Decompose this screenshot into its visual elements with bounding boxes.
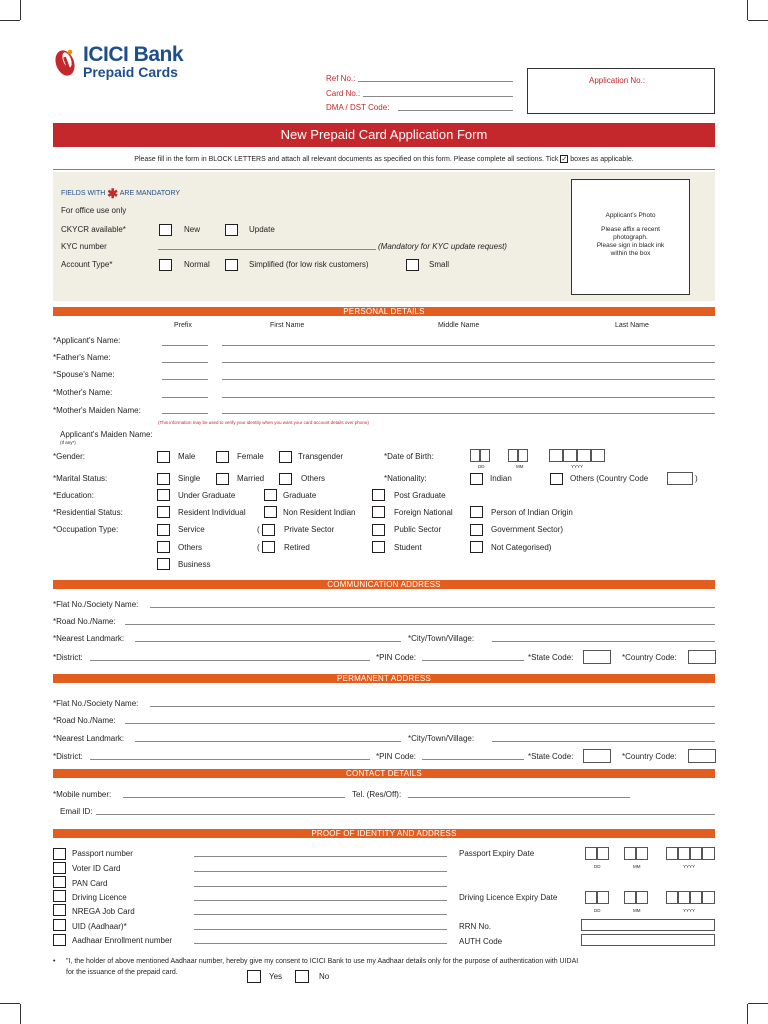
mandatory-pre: FIELDS WITH <box>61 190 106 197</box>
tel-input[interactable] <box>408 797 630 798</box>
applicant-name-label: *Applicant's Name: <box>53 336 121 345</box>
spouse-name-label: *Spouse's Name: <box>53 370 115 379</box>
crop-mark <box>20 0 21 20</box>
instruction-text: Please fill in the form in BLOCK LETTERS and attach all relevant documents as specified on this form. Please complete all sections. Tick <box>134 155 559 163</box>
permanent-address-header: PERMANENT ADDRESS <box>53 674 715 683</box>
nrega-label: NREGA Job Card <box>72 907 135 916</box>
comm-landmark-input[interactable] <box>135 641 401 642</box>
mobile-label: *Mobile number: <box>53 790 112 799</box>
maiden-name-label: Applicant's Maiden Name: <box>60 430 153 439</box>
crop-mark <box>0 1003 20 1004</box>
dl-label: Driving Licence <box>72 893 127 902</box>
photo-line: Please sign in black ink <box>596 242 665 249</box>
tick-icon: ✓ <box>561 156 568 163</box>
fn-label: Foreign National <box>394 508 453 517</box>
perm-city-label: *City/Town/Village: <box>408 734 475 743</box>
col-prefix: Prefix <box>174 322 192 329</box>
service-checkbox[interactable] <box>157 524 170 536</box>
card-label: Card No.: <box>326 89 361 98</box>
govt-label: Government Sector) <box>491 525 564 534</box>
aadhaar-enroll-checkbox[interactable] <box>53 934 66 946</box>
paren-open: ( <box>257 543 260 552</box>
passport-exp-box[interactable] <box>597 847 609 860</box>
pg-checkbox[interactable] <box>372 489 385 501</box>
auth-input[interactable] <box>581 934 715 946</box>
passport-exp-box[interactable] <box>636 847 648 860</box>
business-label: Business <box>178 560 211 569</box>
asterisk-icon: ✱ <box>107 186 119 201</box>
rrn-label: RRN No. <box>459 922 492 931</box>
comm-country-label: *Country Code: <box>622 653 677 662</box>
comm-district-label: *District: <box>53 653 83 662</box>
voter-checkbox[interactable] <box>53 862 66 874</box>
business-checkbox[interactable] <box>157 558 170 570</box>
email-label: Email ID: <box>60 807 93 816</box>
nationality-label: *Nationality: <box>384 474 427 483</box>
dl-exp-box[interactable] <box>636 891 648 904</box>
nri-label: Non Resident Indian <box>283 508 356 517</box>
email-input[interactable] <box>96 814 715 815</box>
dma-input[interactable] <box>398 110 513 111</box>
mother-maiden-prefix-input[interactable] <box>162 413 208 414</box>
dl-expiry-label: Driving Licence Expiry Date <box>459 893 558 902</box>
dob-box[interactable] <box>577 449 591 462</box>
others-country-checkbox[interactable] <box>550 473 563 485</box>
single-label: Single <box>178 474 201 483</box>
pg-label: Post Graduate <box>394 491 446 500</box>
dob-box[interactable] <box>508 449 518 462</box>
grad-label: Graduate <box>283 491 317 500</box>
retired-checkbox[interactable] <box>262 541 275 553</box>
comm-pin-label: *PIN Code: <box>376 653 417 662</box>
applicant-name-input[interactable] <box>222 345 715 346</box>
father-name-label: *Father's Name: <box>53 353 111 362</box>
kyc-label: KYC number <box>61 242 107 251</box>
comm-road-label: *Road No./Name: <box>53 617 116 626</box>
simplified-label: Simplified (for low risk customers) <box>249 260 369 269</box>
small-label: Small <box>429 260 450 269</box>
dl-exp-box[interactable] <box>666 891 678 904</box>
comm-flat-input[interactable] <box>150 607 715 608</box>
comm-state-input[interactable] <box>583 650 611 664</box>
passport-mm: MM <box>633 864 641 869</box>
nrega-checkbox[interactable] <box>53 904 66 916</box>
passport-yyyy: YYYY <box>683 864 696 869</box>
instruction-text-end: boxes as applicable. <box>570 155 634 163</box>
ug-checkbox[interactable] <box>157 489 170 501</box>
perm-pin-label: *PIN Code: <box>376 752 417 761</box>
dl-exp-box[interactable] <box>678 891 690 904</box>
passport-exp-box[interactable] <box>666 847 678 860</box>
photo-line: within the box <box>610 250 651 257</box>
ref-input[interactable] <box>358 81 513 82</box>
father-name-input[interactable] <box>222 362 715 363</box>
country-code-input[interactable] <box>667 472 693 485</box>
account-type-label: Account Type* <box>61 260 113 269</box>
paren-open: ( <box>257 525 260 534</box>
kyc-input[interactable] <box>158 249 376 250</box>
comm-landmark-label: *Nearest Landmark: <box>53 634 125 643</box>
bullet: • <box>53 958 56 965</box>
occ-others-label: Others <box>178 543 203 552</box>
perm-city-input[interactable] <box>492 741 715 742</box>
dob-dd: DD <box>478 464 485 469</box>
pio-label: Person of Indian Origin <box>491 508 573 517</box>
male-checkbox[interactable] <box>157 451 170 463</box>
crop-mark <box>747 0 748 20</box>
consent-yes-checkbox[interactable] <box>247 970 261 983</box>
spouse-prefix-input[interactable] <box>162 379 208 380</box>
tel-label: Tel. (Res/Off): <box>352 790 402 799</box>
marital-others-label: Others <box>301 474 326 483</box>
maiden-name-sub: (If any*) <box>60 440 76 445</box>
personal-details-header: PERSONAL DETAILS <box>53 307 715 316</box>
private-checkbox[interactable] <box>262 524 275 536</box>
identity-note: (This information may be used to verify your identity when you want your card account details over phone) <box>158 420 369 425</box>
communication-address-header: COMMUNICATION ADDRESS <box>53 580 715 589</box>
card-input[interactable] <box>363 96 513 97</box>
comm-city-label: *City/Town/Village: <box>408 634 475 643</box>
voter-label: Voter ID Card <box>72 864 121 873</box>
pan-checkbox[interactable] <box>53 876 66 888</box>
proof-header: PROOF OF IDENTITY AND ADDRESS <box>53 829 715 838</box>
dob-box[interactable] <box>549 449 563 462</box>
mother-maiden-name-label: *Mother's Maiden Name: <box>53 406 141 415</box>
father-prefix-input[interactable] <box>162 362 208 363</box>
simplified-checkbox[interactable] <box>225 259 238 271</box>
dl-checkbox[interactable] <box>53 890 66 902</box>
aadhaar-enroll-label: Aadhaar Enrollment number <box>72 936 173 945</box>
application-no-box[interactable] <box>527 68 715 114</box>
aadhaar-enroll-input[interactable] <box>194 943 447 944</box>
others-country-label: Others (Country Code <box>570 474 649 483</box>
pio-checkbox[interactable] <box>470 506 483 518</box>
consent-yes-label: Yes <box>269 972 283 981</box>
dl-exp-box[interactable] <box>702 891 715 904</box>
icici-logo-icon <box>53 44 79 78</box>
paren-close: ) <box>695 474 698 483</box>
pan-label: PAN Card <box>72 879 108 888</box>
passport-expiry-label: Passport Expiry Date <box>459 849 535 858</box>
photo-line: photograph. <box>613 234 648 241</box>
passport-exp-box[interactable] <box>690 847 702 860</box>
perm-road-input[interactable] <box>125 723 715 724</box>
crop-mark <box>0 20 20 21</box>
normal-label: Normal <box>184 260 210 269</box>
gender-label: *Gender: <box>53 452 86 461</box>
kyc-note: (Mandatory for KYC update request) <box>378 242 507 251</box>
dl-exp-box[interactable] <box>624 891 636 904</box>
dob-box[interactable] <box>591 449 605 462</box>
male-label: Male <box>178 452 196 461</box>
comm-state-label: *State Code: <box>528 653 574 662</box>
consent-no-checkbox[interactable] <box>295 970 309 983</box>
mother-prefix-input[interactable] <box>162 397 208 398</box>
occ-others-checkbox[interactable] <box>157 541 170 553</box>
divider <box>53 169 715 170</box>
ref-label: Ref No.: <box>326 74 356 83</box>
mother-name-input[interactable] <box>222 397 715 398</box>
contact-details-header: CONTACT DETAILS <box>53 769 715 778</box>
perm-flat-input[interactable] <box>150 706 715 707</box>
mandatory-post: ARE MANDATORY <box>119 190 181 197</box>
pan-input[interactable] <box>194 886 447 887</box>
private-label: Private Sector <box>284 525 335 534</box>
service-label: Service <box>178 525 205 534</box>
passport-exp-box[interactable] <box>702 847 715 860</box>
voter-input[interactable] <box>194 871 447 872</box>
col-first-name: First Name <box>270 322 305 329</box>
passport-dd: DD <box>594 864 601 869</box>
crop-mark <box>20 1004 21 1024</box>
dma-label: DMA / DST Code: <box>326 103 390 112</box>
ckycr-new-checkbox[interactable] <box>159 224 172 236</box>
photo-title: Applicant's Photo <box>605 212 656 219</box>
dob-label: *Date of Birth: <box>384 452 434 461</box>
student-checkbox[interactable] <box>372 541 385 553</box>
marital-label: *Marital Status: <box>53 474 108 483</box>
married-checkbox[interactable] <box>216 473 229 485</box>
married-label: Married <box>237 474 265 483</box>
dl-exp-box[interactable] <box>597 891 609 904</box>
crop-mark <box>747 1004 748 1024</box>
perm-district-label: *District: <box>53 752 83 761</box>
dob-yyyy: YYYY <box>571 464 584 469</box>
ug-label: Under Graduate <box>178 491 236 500</box>
transgender-label: Transgender <box>298 452 344 461</box>
consent-no-label: No <box>319 972 330 981</box>
dl-mm: MM <box>633 908 641 913</box>
passport-label: Passport number <box>72 849 133 858</box>
comm-city-input[interactable] <box>492 641 715 642</box>
notcat-label: Not Categorised) <box>491 543 552 552</box>
dob-mm: MM <box>516 464 524 469</box>
crop-mark <box>748 20 768 21</box>
govt-checkbox[interactable] <box>470 524 483 536</box>
rrn-input[interactable] <box>581 919 715 931</box>
dob-box[interactable] <box>518 449 528 462</box>
ckycr-label: CKYCR available* <box>61 225 126 234</box>
passport-checkbox[interactable] <box>53 848 66 860</box>
uid-label: UID (Aadhaar)* <box>72 922 127 931</box>
occupation-label: *Occupation Type: <box>53 525 119 534</box>
ri-label: Resident Individual <box>178 508 246 517</box>
perm-country-input[interactable] <box>688 749 716 763</box>
dl-yyyy: YYYY <box>683 908 696 913</box>
instruction <box>53 155 715 163</box>
perm-landmark-label: *Nearest Landmark: <box>53 734 125 743</box>
photo-line: Please affix a recent <box>601 226 660 233</box>
comm-flat-label: *Flat No./Society Name: <box>53 600 139 609</box>
indian-label: Indian <box>490 474 512 483</box>
icici-logo <box>53 44 79 83</box>
mandatory-note <box>61 186 180 202</box>
perm-pin-input[interactable] <box>422 759 524 760</box>
indian-checkbox[interactable] <box>470 473 483 485</box>
consent-text-2: for the issuance of the prepaid card. <box>66 969 178 976</box>
retired-label: Retired <box>284 543 310 552</box>
fn-checkbox[interactable] <box>372 506 385 518</box>
ckycr-update-label: Update <box>249 225 275 234</box>
grad-checkbox[interactable] <box>264 489 277 501</box>
col-last-name: Last Name <box>615 322 649 329</box>
dob-box[interactable] <box>563 449 577 462</box>
ckycr-update-checkbox[interactable] <box>225 224 238 236</box>
photo-instructions <box>571 212 690 258</box>
dl-input[interactable] <box>194 900 447 901</box>
dl-exp-box[interactable] <box>585 891 597 904</box>
transgender-checkbox[interactable] <box>279 451 292 463</box>
consent-text: "I, the holder of above mentioned Aadhaar number, hereby give my consent to ICICI Bank to use my Aadhaar details only for the purpose of authentication with UIDAI <box>66 958 579 965</box>
female-checkbox[interactable] <box>216 451 229 463</box>
uid-input[interactable] <box>194 929 447 930</box>
notcat-checkbox[interactable] <box>470 541 483 553</box>
single-checkbox[interactable] <box>157 473 170 485</box>
comm-pin-input[interactable] <box>422 660 524 661</box>
perm-state-label: *State Code: <box>528 752 574 761</box>
marital-others-checkbox[interactable] <box>279 473 292 485</box>
comm-district-input[interactable] <box>90 660 370 661</box>
perm-district-input[interactable] <box>90 759 370 760</box>
residential-label: *Residential Status: <box>53 508 123 517</box>
passport-exp-box[interactable] <box>624 847 636 860</box>
uid-checkbox[interactable] <box>53 919 66 931</box>
comm-road-input[interactable] <box>125 624 715 625</box>
ckycr-new-label: New <box>184 225 201 234</box>
ri-checkbox[interactable] <box>157 506 170 518</box>
brand-name: ICICI Bank <box>83 43 184 66</box>
small-checkbox[interactable] <box>406 259 419 271</box>
perm-landmark-input[interactable] <box>135 741 401 742</box>
brand-sub: Prepaid Cards <box>83 64 178 80</box>
nrega-input[interactable] <box>194 914 447 915</box>
student-label: Student <box>394 543 422 552</box>
comm-country-input[interactable] <box>688 650 716 664</box>
mother-maiden-name-input[interactable] <box>222 413 715 414</box>
form-title: New Prepaid Card Application Form <box>53 123 715 147</box>
mobile-input[interactable] <box>123 797 345 798</box>
passport-input[interactable] <box>194 856 447 857</box>
auth-label: AUTH Code <box>459 937 503 946</box>
perm-flat-label: *Flat No./Society Name: <box>53 699 139 708</box>
dob-box[interactable] <box>470 449 480 462</box>
passport-exp-box[interactable] <box>585 847 597 860</box>
normal-checkbox[interactable] <box>159 259 172 271</box>
education-label: *Education: <box>53 491 94 500</box>
office-use-only: For office use only <box>61 206 127 215</box>
public-checkbox[interactable] <box>372 524 385 536</box>
crop-mark <box>748 1003 768 1004</box>
col-middle-name: Middle Name <box>438 322 480 329</box>
perm-state-input[interactable] <box>583 749 611 763</box>
application-no-label: Application No.: <box>589 76 646 85</box>
mother-name-label: *Mother's Name: <box>53 388 113 397</box>
perm-country-label: *Country Code: <box>622 752 677 761</box>
spouse-name-input[interactable] <box>222 379 715 380</box>
dl-exp-box[interactable] <box>690 891 702 904</box>
dl-dd: DD <box>594 908 601 913</box>
nri-checkbox[interactable] <box>264 506 277 518</box>
public-label: Public Sector <box>394 525 442 534</box>
female-label: Female <box>237 452 264 461</box>
applicant-prefix-input[interactable] <box>162 345 208 346</box>
passport-exp-box[interactable] <box>678 847 690 860</box>
perm-road-label: *Road No./Name: <box>53 716 116 725</box>
dob-box[interactable] <box>480 449 490 462</box>
